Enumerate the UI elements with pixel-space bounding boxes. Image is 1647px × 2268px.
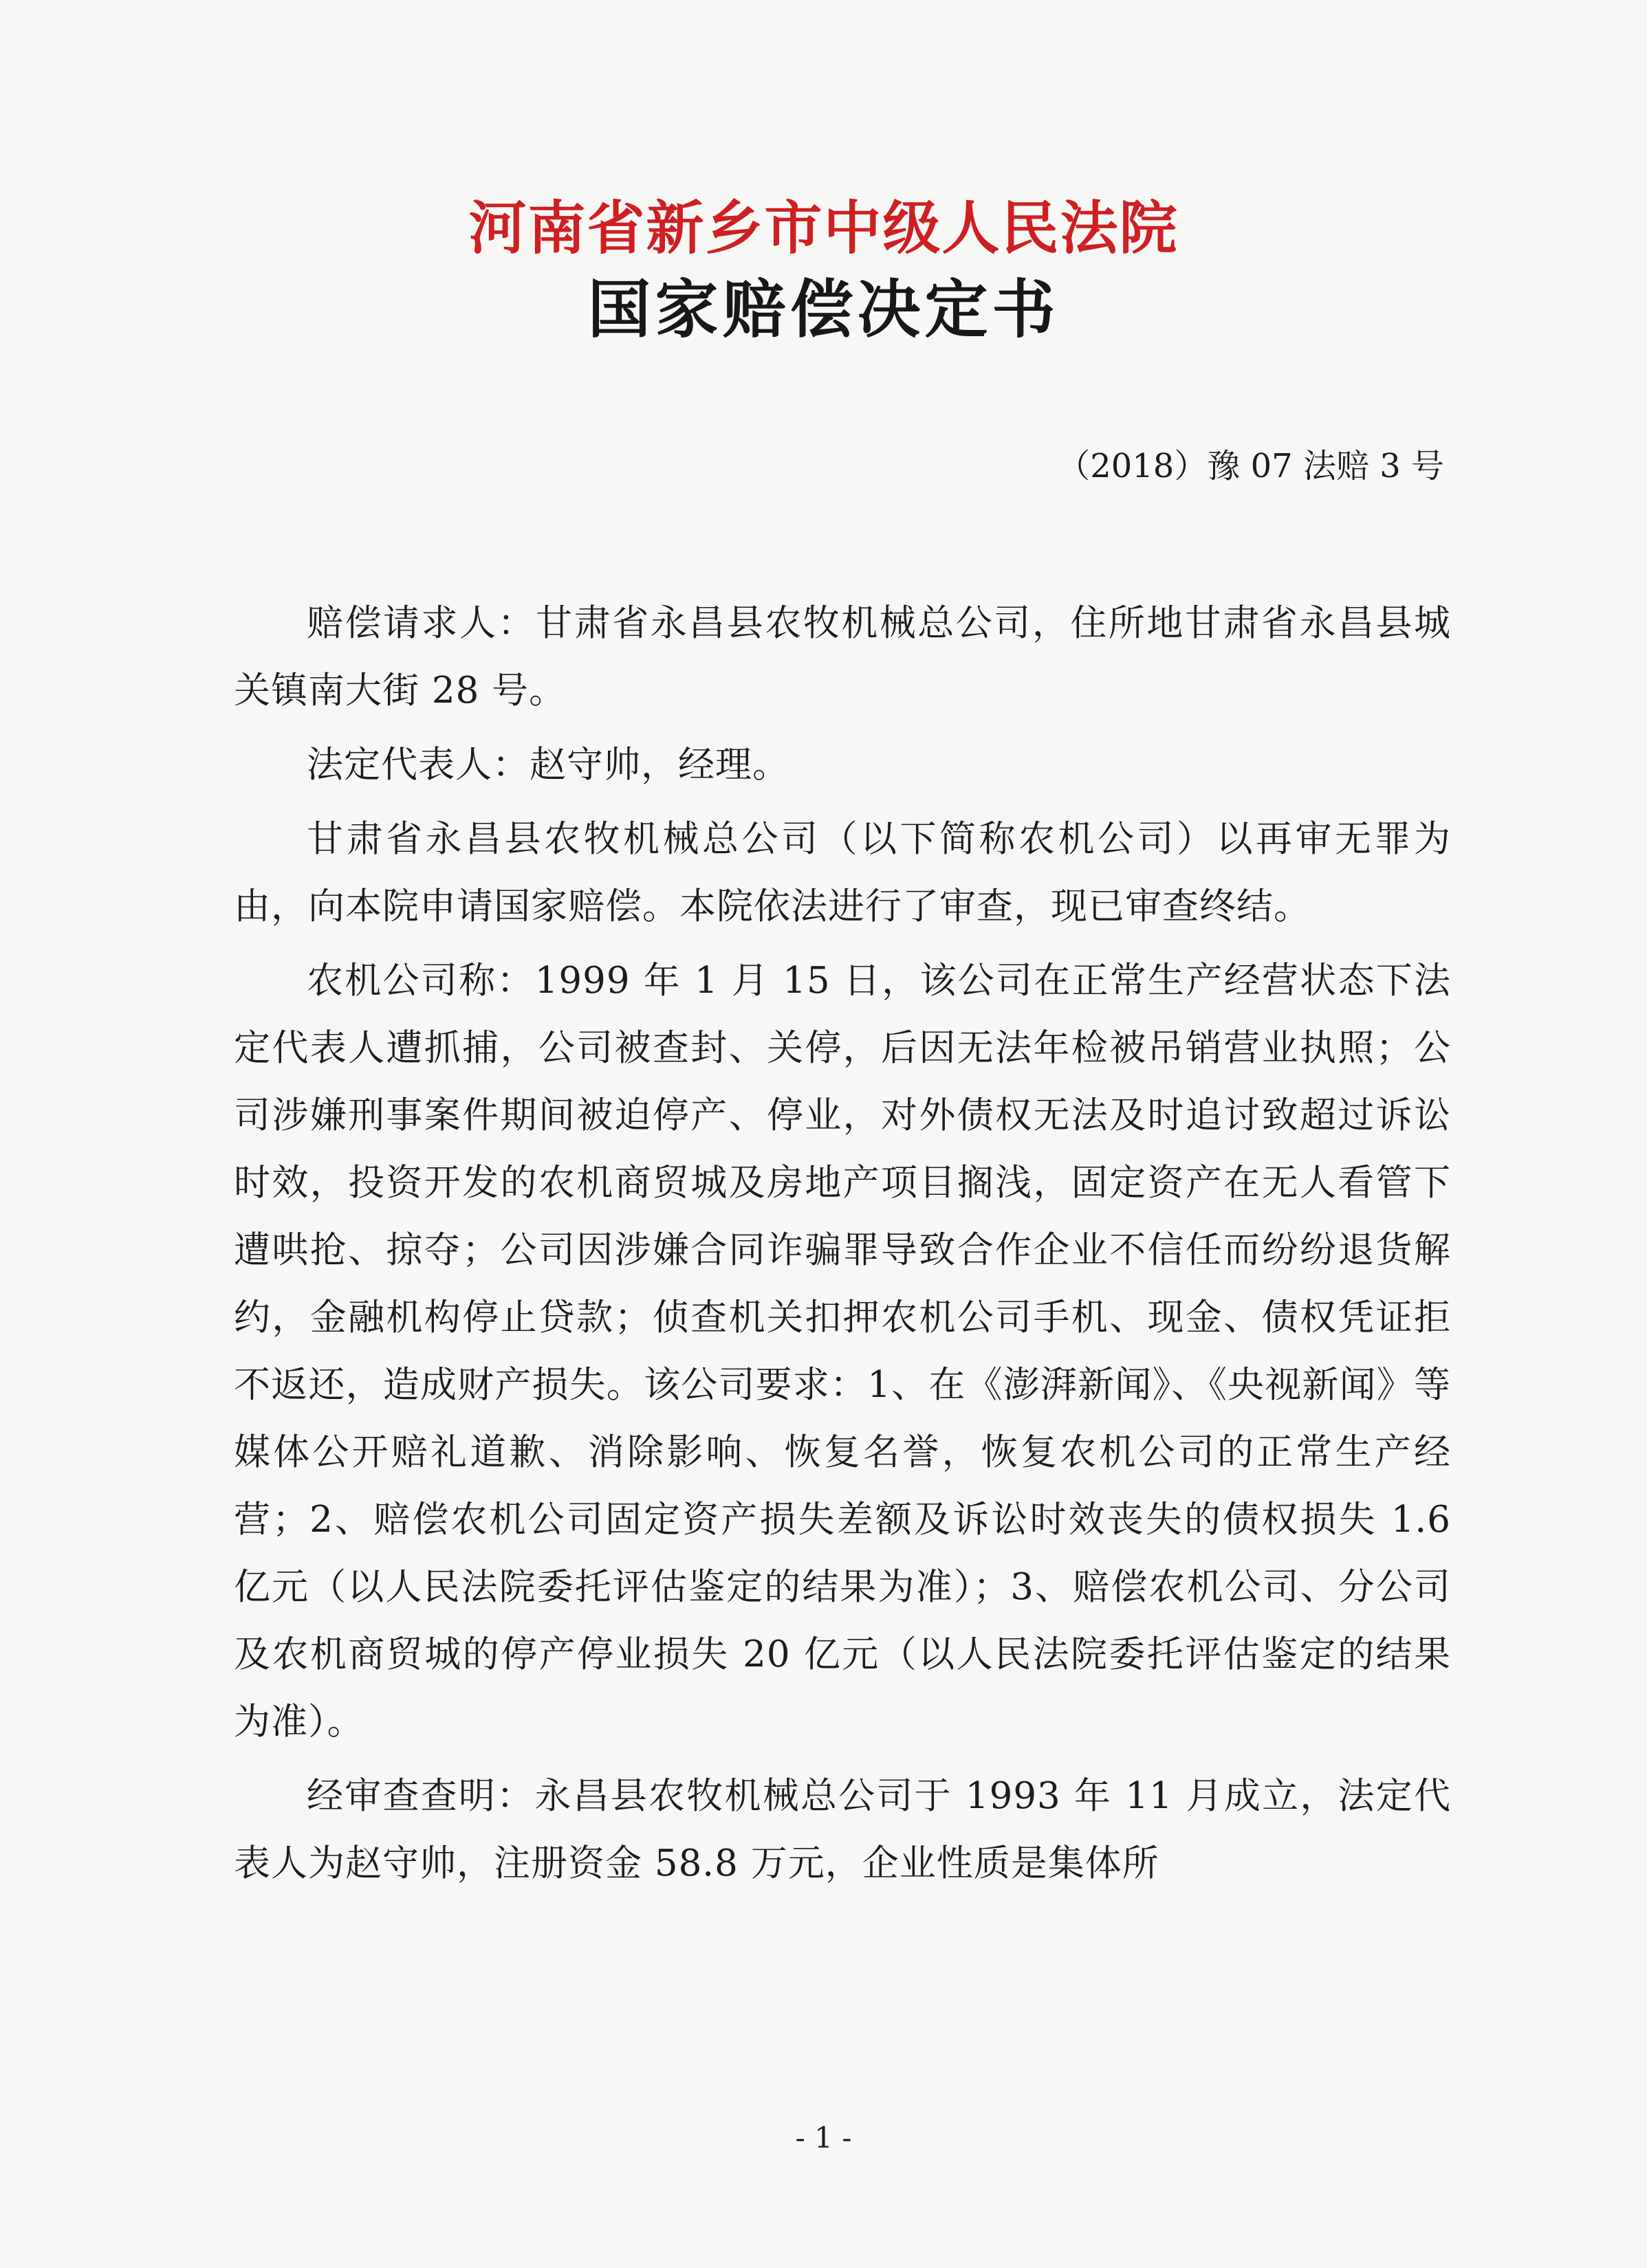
paragraph-findings: 经审查查明：永昌县农牧机械总公司于 1993 年 11 月成立，法定代表人为赵守帅，注册资金 58.8 万元，企业性质是集体所: [234, 1775, 1451, 1884]
paragraph-claimant: 赔偿请求人：甘肃省永昌县农牧机械总公司，住所地甘肃省永昌县城关镇南大街 28 号。: [234, 602, 1451, 712]
page-number: - 1 -: [795, 2121, 852, 2155]
document-title: 国家赔偿决定书: [587, 272, 1060, 346]
paragraph-claims: 农机公司称：1999 年 1 月 15 日，该公司在正常生产经营状态下法定代表人遭抓捕，公司被查封、关停，后因无法年检被吊销营业执照；公司涉嫌刑事案件期间被迫停产、停业，对外债权无法及时追讨致超过诉讼时效，投资开发的农机商贸城及房地产项目搁浅，固定资产在无人看管下遭哄抢、掠夺；公司因涉嫌合同诈骗罪导致合作企业不信任而纷纷退货解约，金融机构停止贷款；侦查机关扣押农机公司手机、现金、债权凭证拒不返还，造成财产损失。该公司要求：1、在《澎湃新闻》、《央视新闻》等媒体公开赔礼道歉、消除影响、恢复名誉，恢复农机公司的正常生产经营；2、赔偿农机公司固定资产损失差额及诉讼时效丧失的债权损失 1.6 亿元（以人民法院委托评估鉴定的结果为准）；3、赔偿农机公司、分公司及农机商贸城的停产停业损失 20 亿元（以人民法院委托评估鉴定的结果为准）。: [234, 960, 1451, 1743]
paragraph-application: 甘肃省永昌县农牧机械总公司（以下简称农机公司）以再审无罪为由，向本院申请国家赔偿。本院依法进行了审查，现已审查终结。: [234, 818, 1451, 927]
paragraph-legal-representative: 法定代表人：赵守帅，经理。: [307, 744, 789, 786]
case-number: （2018）豫 07 法赔 3 号: [1057, 447, 1444, 485]
court-name: 河南省新乡市中级人民法院: [468, 194, 1179, 262]
document-body: [234, 590, 1451, 1904]
